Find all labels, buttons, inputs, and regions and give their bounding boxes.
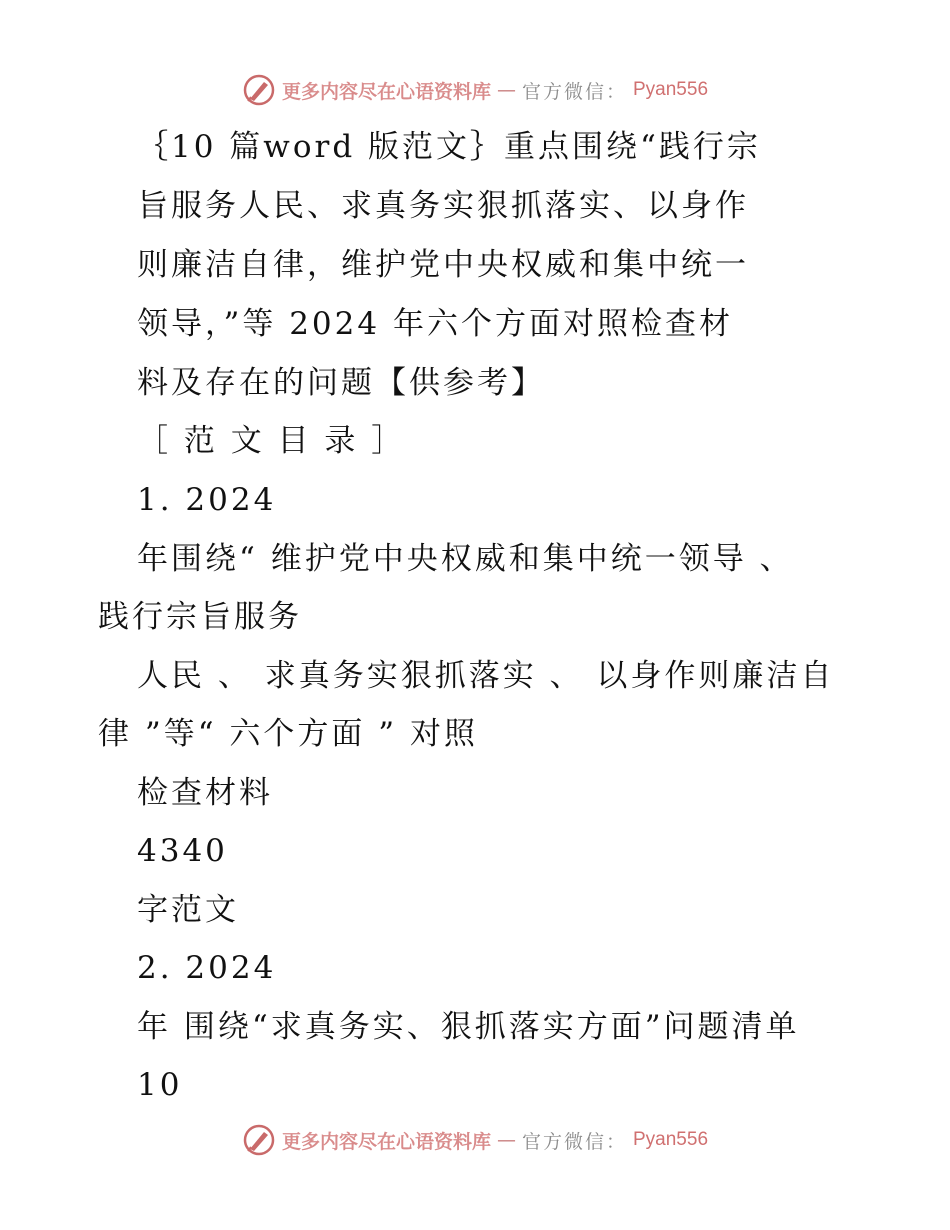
footer-watermark [0,1122,950,1158]
text-line: 领导，”等 2024 年六个方面对照检查材 [137,306,733,342]
watermark-sub-text: 官方微信： [521,80,627,103]
text-line: 践行宗旨服务 [98,599,302,635]
quill-logo-icon [242,73,276,107]
toc-item-number: 1. 2024 [137,482,277,518]
text-line: 则廉洁自律，维护党中央权威和集中统一 [137,247,749,283]
watermark-main-text: 更多内容尽在心语资料库 [281,1130,491,1153]
watermark-dash: — [496,1129,516,1151]
watermark-sub-text: 官方微信： [521,1130,627,1153]
text-line: 旨服务人民、求真务实狠抓落实、以身作 [137,188,749,224]
toc-heading: ［ 范 文 目 录 ］ [137,423,406,459]
text-line: 料及存在的问题【供参考】 [137,365,545,401]
watermark-wechat-id: Pyan556 [633,1129,709,1150]
text-line: 10 [137,1067,183,1103]
text-line: 年 围绕“求真务实、狠抓落实方面”问题清单 [137,1009,800,1045]
watermark-main-text: 更多内容尽在心语资料库 [281,80,491,103]
text-line: 年围绕“ 维护党中央权威和集中统一领导 、 [137,541,794,577]
text-line: 律 ”等“ 六个方面 ” 对照 [98,716,478,752]
text-line: 字范文 [137,892,239,928]
text-line: ｛10 篇word 版范文｝重点围绕“践行宗 [137,129,761,165]
watermark-dash: — [496,79,516,101]
text-line: 4340 [137,833,228,869]
toc-item-number: 2. 2024 [137,950,277,986]
text-line: 检查材料 [137,775,273,811]
watermark-wechat-id: Pyan556 [633,79,709,100]
header-watermark [0,72,950,108]
quill-logo-icon [242,1123,276,1157]
text-line: 人民 、 求真务实狠抓落实 、 以身作则廉洁自 [137,658,835,694]
